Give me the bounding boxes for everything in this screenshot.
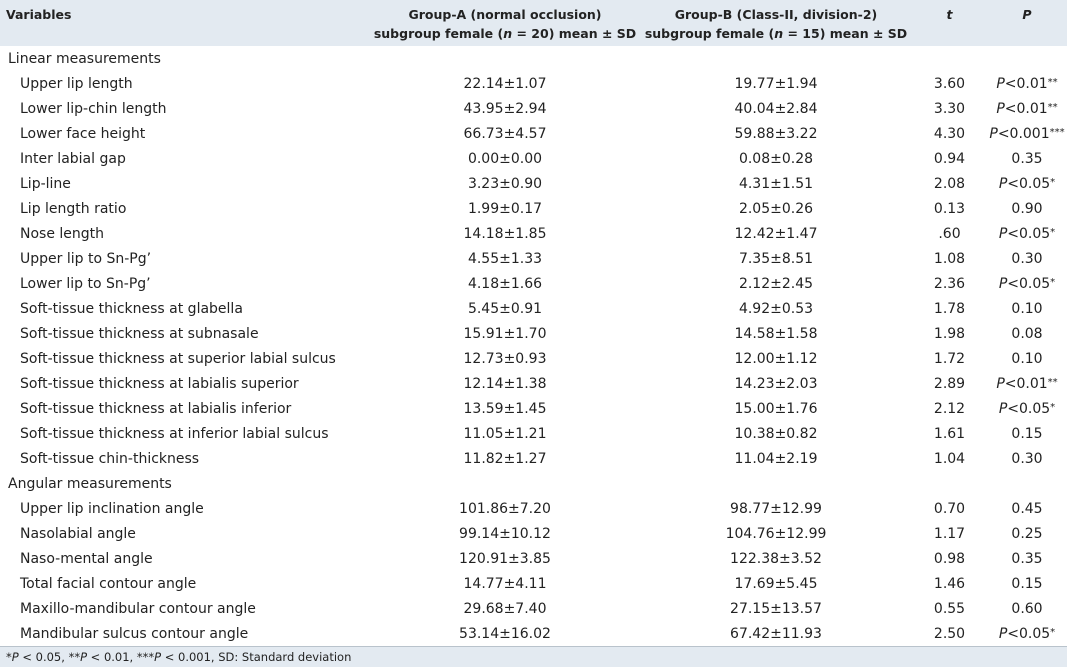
section-row [0, 46, 1067, 71]
group-a-cell: 14.77±4.11 [463, 575, 547, 592]
p-value-cell [987, 121, 1067, 146]
p-value: <0.05 [1007, 400, 1051, 417]
group-a-cell: 22.14±1.07 [463, 75, 547, 92]
p-value: 0.60 [1011, 600, 1043, 617]
table-row [0, 121, 1067, 146]
group-a-cell: 15.91±1.70 [463, 325, 547, 342]
group-b-cell: 19.77±1.94 [734, 75, 818, 92]
p-value-cell [987, 246, 1067, 271]
group-b-cell: 10.38±0.82 [734, 425, 818, 442]
p-symbol: P [998, 400, 1008, 417]
p-value: <0.05 [1007, 625, 1051, 642]
group-a-cell: 4.18±1.66 [467, 275, 543, 292]
t-value-cell: 2.89 [933, 375, 966, 392]
group-a-cell: 0.00±0.00 [467, 150, 543, 167]
t-value-cell: 1.78 [933, 300, 966, 317]
table-row [0, 246, 1067, 271]
variable-cell: Soft-tissue chin-thickness [20, 450, 200, 467]
variable-cell: Lower lip-chin length [20, 100, 167, 117]
t-value-cell: 1.98 [933, 325, 966, 342]
table-row [0, 171, 1067, 196]
p-value-cell [987, 321, 1067, 346]
t-value-cell: 0.55 [933, 600, 966, 617]
group-a-cell: 11.05±1.21 [463, 425, 547, 442]
table-row [0, 421, 1067, 446]
t-value-cell: .60 [938, 225, 961, 242]
header-group-a-n: n [503, 26, 513, 41]
header-group-a [370, 0, 640, 46]
group-b-cell: 27.15±13.57 [730, 600, 822, 617]
footnote-text-1: < 0.05, [18, 650, 69, 664]
group-b-cell: 4.92±0.53 [738, 300, 814, 317]
table-row [0, 346, 1067, 371]
header-group-b-line2-pre: subgroup female ( [644, 26, 775, 41]
variable-cell: Inter labial gap [20, 150, 126, 167]
section-heading: Linear measurements [8, 50, 161, 67]
header-group-a-line1: Group-A (normal occlusion) [408, 7, 602, 22]
p-value: 0.10 [1011, 300, 1043, 317]
p-value: 0.30 [1011, 250, 1043, 267]
section-heading: Angular measurements [8, 475, 172, 492]
t-value-cell: 1.08 [933, 250, 966, 267]
group-b-cell: 2.12±2.45 [738, 275, 814, 292]
variable-cell: Nose length [20, 225, 105, 242]
header-variables-label: Variables [6, 7, 72, 22]
group-a-cell: 120.91±3.85 [459, 550, 551, 567]
variable-cell: Lower face height [20, 125, 146, 142]
group-a-cell: 1.99±0.17 [467, 200, 543, 217]
p-value: <0.01 [1004, 75, 1048, 92]
t-value-cell: 0.94 [933, 150, 966, 167]
header-group-b-n: n [774, 26, 784, 41]
p-symbol: P [998, 225, 1008, 242]
significance-stars: *** [1049, 126, 1065, 138]
footnote-text-3: < 0.001, SD: Standard deviation [161, 650, 352, 664]
t-value-cell: 4.30 [933, 125, 966, 142]
p-value-cell [987, 396, 1067, 421]
footnote-p-2: P [80, 650, 87, 664]
significance-stars: * [1050, 226, 1056, 238]
table-row [0, 321, 1067, 346]
p-value: <0.001 [997, 125, 1050, 142]
p-value-cell [987, 221, 1067, 246]
p-value-cell [987, 371, 1067, 396]
group-a-cell: 12.14±1.38 [463, 375, 547, 392]
table-row [0, 196, 1067, 221]
table-row [0, 446, 1067, 471]
p-value: <0.05 [1007, 225, 1051, 242]
p-value-cell [987, 621, 1067, 646]
group-b-cell: 0.08±0.28 [738, 150, 814, 167]
header-row [0, 0, 1067, 46]
variable-cell: Upper lip length [20, 75, 133, 92]
header-group-a-line2-pre: subgroup female ( [373, 26, 504, 41]
variable-cell: Mandibular sulcus contour angle [20, 625, 249, 642]
p-value-cell [987, 196, 1067, 221]
variable-cell: Soft-tissue thickness at glabella [20, 300, 243, 317]
table-row [0, 371, 1067, 396]
p-value-cell [987, 571, 1067, 596]
p-value-cell [987, 146, 1067, 171]
group-a-cell: 12.73±0.93 [463, 350, 547, 367]
p-symbol: P [998, 175, 1008, 192]
variable-cell: Naso-mental angle [20, 550, 153, 567]
variable-cell: Soft-tissue thickness at labialis superior [20, 375, 299, 392]
header-t [912, 0, 987, 46]
group-b-cell: 12.00±1.12 [734, 350, 818, 367]
table-row [0, 221, 1067, 246]
t-value-cell: 1.04 [933, 450, 966, 467]
table-row [0, 521, 1067, 546]
group-a-cell: 3.23±0.90 [467, 175, 543, 192]
variable-cell: Lower lip to Sn-Pg’ [20, 275, 151, 292]
variable-cell: Soft-tissue thickness at superior labial sulcus [20, 350, 336, 367]
variable-cell: Lip length ratio [20, 200, 127, 217]
group-b-cell: 11.04±2.19 [734, 450, 818, 467]
p-value-cell [987, 171, 1067, 196]
t-value-cell: 2.36 [933, 275, 966, 292]
table-body [0, 46, 1067, 646]
p-symbol: P [998, 625, 1008, 642]
t-value-cell: 1.17 [933, 525, 966, 542]
t-value-cell: 2.12 [933, 400, 966, 417]
t-value-cell: 0.70 [933, 500, 966, 517]
group-a-cell: 14.18±1.85 [463, 225, 547, 242]
table-row [0, 146, 1067, 171]
significance-stars: * [1050, 626, 1056, 638]
t-value-cell: 2.50 [933, 625, 966, 642]
header-t-label: t [946, 7, 953, 22]
t-value-cell: 1.61 [933, 425, 966, 442]
table-row [0, 271, 1067, 296]
header-p [987, 0, 1067, 46]
variable-cell: Total facial contour angle [20, 575, 197, 592]
table-row [0, 546, 1067, 571]
footnote-star-3: *** [136, 650, 155, 664]
footnote-p-1: P [11, 650, 19, 664]
footnote-p-3: P [154, 650, 162, 664]
significance-stars: ** [1047, 101, 1058, 113]
table-row [0, 596, 1067, 621]
header-variables [0, 0, 370, 46]
p-symbol: P [996, 375, 1005, 392]
table-row [0, 621, 1067, 646]
p-value-cell [987, 596, 1067, 621]
p-value: 0.25 [1011, 525, 1043, 542]
p-symbol: P [989, 125, 998, 142]
group-a-cell: 11.82±1.27 [463, 450, 547, 467]
footnote-star-1: * [6, 650, 12, 664]
p-value-cell [987, 521, 1067, 546]
t-value-cell: 1.46 [933, 575, 966, 592]
group-b-cell: 7.35±8.51 [738, 250, 814, 267]
footnote-star-2: ** [68, 650, 81, 664]
t-value-cell: 2.08 [933, 175, 966, 192]
t-value-cell: 0.13 [933, 200, 966, 217]
group-a-cell: 4.55±1.33 [467, 250, 543, 267]
p-value: 0.15 [1011, 425, 1043, 442]
table-row [0, 496, 1067, 521]
p-value-cell [987, 296, 1067, 321]
table-row [0, 96, 1067, 121]
p-value-cell [987, 496, 1067, 521]
group-b-cell: 12.42±1.47 [734, 225, 818, 242]
significance-stars: * [1050, 276, 1056, 288]
p-value-cell [987, 346, 1067, 371]
p-value: <0.01 [1004, 100, 1048, 117]
group-a-cell: 29.68±7.40 [463, 600, 547, 617]
footnote-text-2: < 0.01, [87, 650, 137, 664]
t-value-cell: 3.30 [933, 100, 966, 117]
p-value-cell [987, 271, 1067, 296]
table-row [0, 396, 1067, 421]
variable-cell: Soft-tissue thickness at subnasale [20, 325, 259, 342]
group-b-cell: 14.23±2.03 [734, 375, 818, 392]
p-symbol: P [996, 100, 1005, 117]
group-a-cell: 99.14±10.12 [459, 525, 551, 542]
t-value-cell: 1.72 [933, 350, 966, 367]
group-b-cell: 2.05±0.26 [738, 200, 814, 217]
significance-stars: ** [1047, 76, 1058, 88]
header-group-b-line2-post: = 15) mean ± SD [783, 26, 908, 41]
header-group-a-line2-post: = 20) mean ± SD [512, 26, 637, 41]
table-row [0, 71, 1067, 96]
header-p-label: P [1022, 7, 1032, 22]
p-value: <0.05 [1007, 275, 1051, 292]
group-a-cell: 66.73±4.57 [463, 125, 547, 142]
variable-cell: Nasolabial angle [20, 525, 136, 542]
variable-cell: Lip-line [20, 175, 71, 192]
group-b-cell: 14.58±1.58 [734, 325, 818, 342]
p-value-cell [987, 546, 1067, 571]
group-b-cell: 17.69±5.45 [734, 575, 818, 592]
header-group-b [640, 0, 912, 46]
significance-stars: ** [1047, 376, 1058, 388]
group-a-cell: 101.86±7.20 [459, 500, 551, 517]
group-a-cell: 43.95±2.94 [463, 100, 547, 117]
p-value: <0.01 [1004, 375, 1048, 392]
t-value-cell: 3.60 [933, 75, 966, 92]
group-b-cell: 59.88±3.22 [734, 125, 818, 142]
variable-cell: Soft-tissue thickness at inferior labial sulcus [20, 425, 329, 442]
group-b-cell: 67.42±11.93 [730, 625, 822, 642]
p-value: 0.30 [1011, 450, 1043, 467]
group-a-cell: 5.45±0.91 [467, 300, 543, 317]
group-a-cell: 13.59±1.45 [463, 400, 547, 417]
variable-cell: Soft-tissue thickness at labialis inferior [20, 400, 292, 417]
p-value-cell [987, 96, 1067, 121]
section-row [0, 471, 1067, 496]
significance-stars: * [1050, 401, 1056, 413]
p-value: 0.08 [1011, 325, 1043, 342]
p-value-cell [987, 71, 1067, 96]
p-value: <0.05 [1007, 175, 1051, 192]
group-b-cell: 15.00±1.76 [734, 400, 818, 417]
variable-cell: Upper lip inclination angle [20, 500, 204, 517]
p-value: 0.35 [1011, 150, 1043, 167]
variable-cell: Upper lip to Sn-Pg’ [20, 250, 152, 267]
group-b-cell: 122.38±3.52 [730, 550, 822, 567]
p-value-cell [987, 446, 1067, 471]
p-value: 0.10 [1011, 350, 1043, 367]
table-row [0, 296, 1067, 321]
group-b-cell: 104.76±12.99 [725, 525, 827, 542]
variable-cell: Maxillo-mandibular contour angle [20, 600, 256, 617]
group-b-cell: 98.77±12.99 [730, 500, 822, 517]
group-b-cell: 40.04±2.84 [734, 100, 818, 117]
p-symbol: P [996, 75, 1005, 92]
table-row [0, 571, 1067, 596]
significance-stars: * [1050, 176, 1056, 188]
p-value: 0.90 [1011, 200, 1043, 217]
group-a-cell: 53.14±16.02 [459, 625, 551, 642]
header-group-b-line1: Group-B (Class-II, division-2) [674, 7, 878, 22]
p-value: 0.35 [1011, 550, 1043, 567]
p-value: 0.45 [1011, 500, 1043, 517]
p-value-cell [987, 421, 1067, 446]
p-symbol: P [998, 275, 1008, 292]
p-value: 0.15 [1011, 575, 1043, 592]
t-value-cell: 0.98 [933, 550, 966, 567]
group-b-cell: 4.31±1.51 [738, 175, 814, 192]
